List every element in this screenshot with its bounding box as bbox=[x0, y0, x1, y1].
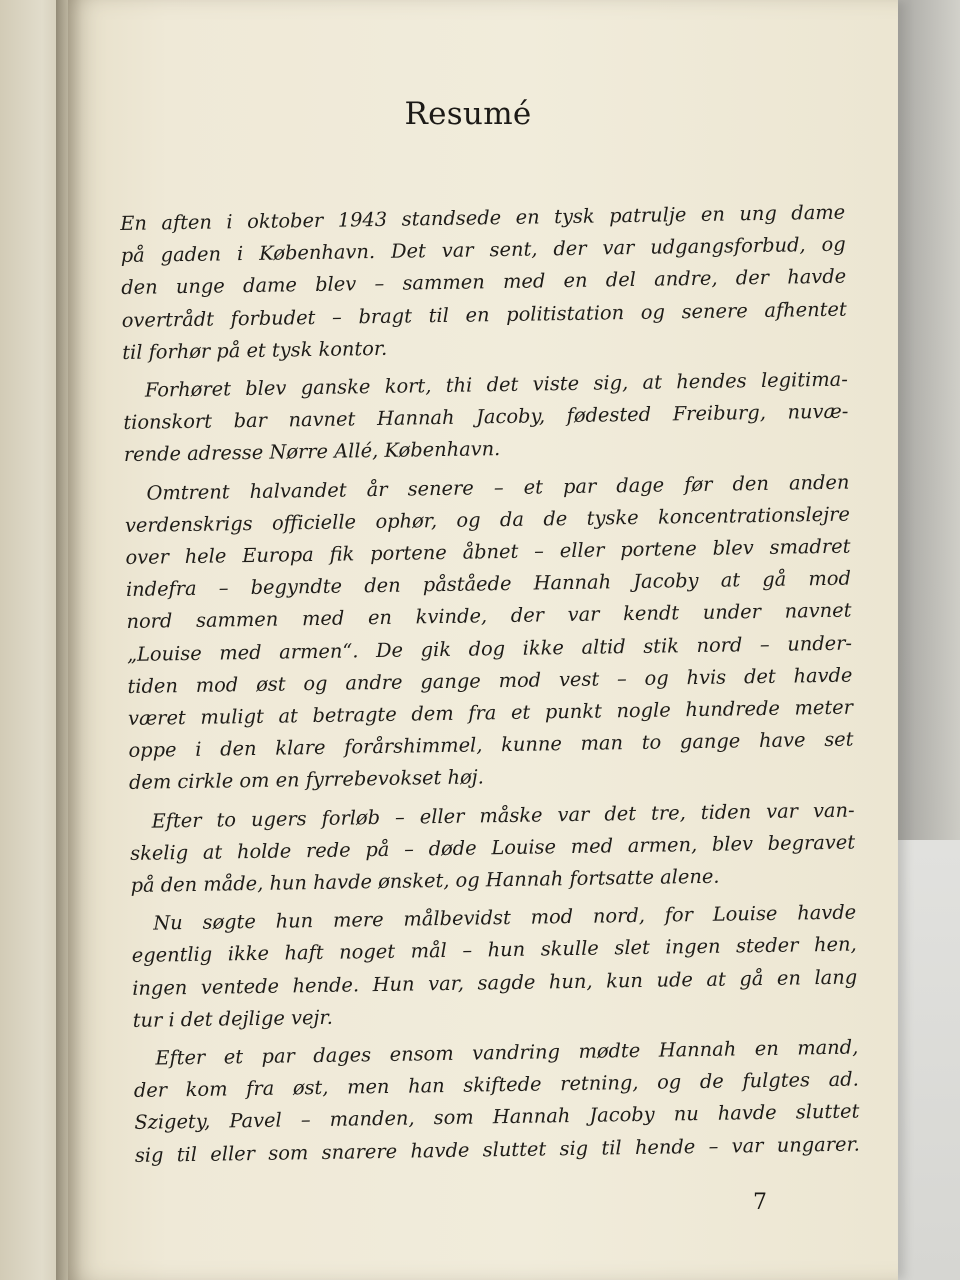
text-line: over hele Europa fik portene åbnet – eller portene blev smadret bbox=[125, 534, 851, 569]
text-line: „Louise med armen“. De gik dog ikke altid stik nord – under- bbox=[126, 631, 853, 666]
text-line: oppe i den klare forårshimmel, kunne man to gange have set bbox=[128, 727, 854, 763]
text-line: der kom fra øst, men han skiftede retning, og de fulgtes ad. bbox=[133, 1067, 859, 1103]
text-line: overtrådt forbudet – bragt til en politistation og senere afhentet bbox=[121, 297, 847, 332]
text-line: Efter to ugers forløb – eller måske var det tre, tiden var van- bbox=[151, 798, 855, 833]
body-text bbox=[120, 197, 860, 1178]
chapter-title: Resumé bbox=[404, 96, 532, 132]
text-line: sig til eller som snarere havde sluttet sig til hende – var ungarer. bbox=[134, 1132, 860, 1167]
text-line: Omtrent halvandet år senere – et par dage før den anden bbox=[146, 470, 850, 505]
text-line: Nu søgte hun mere målbevidst mod nord, for Louise havde bbox=[153, 900, 857, 935]
text-line: egentlig ikke haft noget mål – hun skulle slet ingen steder hen, bbox=[131, 932, 857, 968]
text-line: været muligt at betragte dem fra et punkt nogle hundrede meter bbox=[127, 695, 854, 730]
text-line: til forhør på et tysk kontor. bbox=[122, 336, 388, 364]
paragraph bbox=[133, 1032, 860, 1172]
text-line: Szigety, Pavel – manden, som Hannah Jacoby nu havde sluttet bbox=[134, 1099, 860, 1135]
text-line: rende adresse Nørre Allé, København. bbox=[123, 437, 501, 467]
text-line: den unge dame blev – sammen med en del andre, der havde bbox=[121, 265, 847, 300]
book-page bbox=[68, 0, 898, 1280]
paragraph bbox=[129, 794, 855, 902]
text-line: tur i det dejlige vejr. bbox=[132, 1005, 333, 1032]
text-line: ingen ventede hende. Hun var, sagde hun, kun ude at gå en lang bbox=[132, 965, 858, 1000]
text-line: Forhøret blev ganske kort, thi det viste sig, at hendes legitima- bbox=[144, 367, 848, 402]
text-line: En aften i oktober 1943 standsede en tysk patrulje en ung dame bbox=[120, 200, 846, 235]
page-number: 7 bbox=[753, 1190, 767, 1215]
text-line: skelig at holde rede på – døde Louise med armen, blev begravet bbox=[129, 830, 856, 865]
paragraph bbox=[123, 364, 849, 472]
text-line: tiden mod øst og andre gange mod vest – og hvis det havde bbox=[127, 663, 853, 698]
book-gutter-shadow bbox=[56, 0, 82, 1280]
paragraph bbox=[124, 466, 854, 799]
text-line: verdenskrigs officielle ophør, og da de tyske koncentrationslejre bbox=[124, 502, 851, 537]
text-line: Efter et par dages ensom vandring mødte Hannah en mand, bbox=[155, 1035, 859, 1070]
text-line: på gaden i København. Det var sent, der var udgangsforbud, og bbox=[120, 232, 846, 268]
text-line: tionskort bar navnet Hannah Jacoby, fødested Freiburg, nuvæ- bbox=[123, 399, 849, 435]
text-line: på den måde, hun havde ønsket, og Hannah fortsatte alene. bbox=[130, 864, 720, 897]
text-line: dem cirkle om en fyrrebevokset høj. bbox=[128, 765, 485, 795]
paragraph bbox=[120, 197, 847, 369]
paragraph bbox=[131, 897, 858, 1037]
text-line: nord sammen med en kvinde, der var kendt under navnet bbox=[126, 599, 852, 634]
text-line: indefra – begyndte den påståede Hannah Jacoby at gå mod bbox=[125, 566, 852, 602]
